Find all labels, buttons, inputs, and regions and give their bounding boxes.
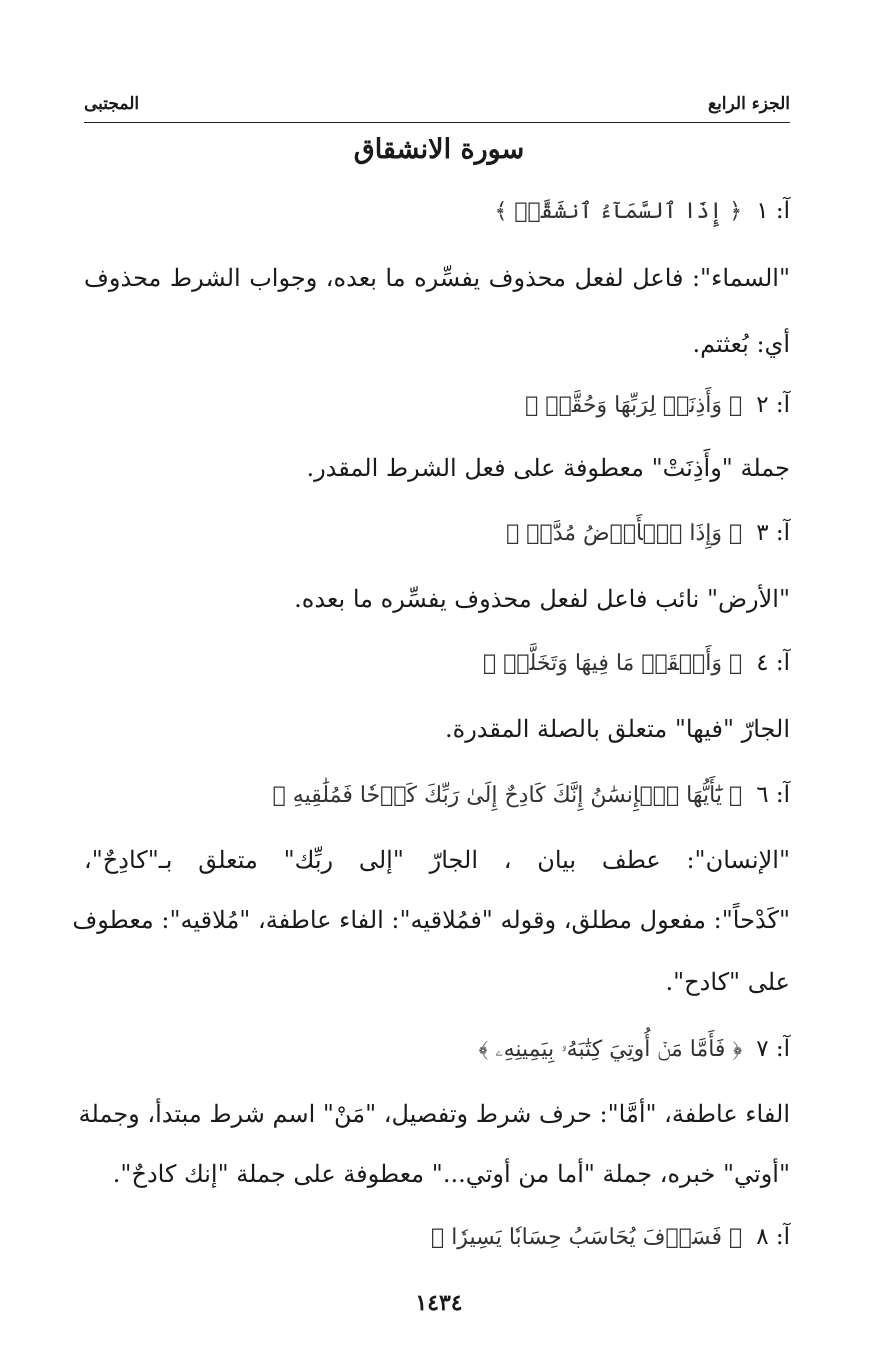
ayah-ref: آ: ٣ [756,520,790,546]
ayah-line-1 [84,198,790,224]
ayah-line-2 [84,392,790,418]
ayah-line-3 [84,520,790,546]
ayah-text: ﴿ إِذَا ٱلسَّمَآءُ ٱنشَقَّتۡ ﴾ [494,199,743,224]
text-line: على "كادح". [665,968,790,996]
running-header [84,92,790,123]
text-line: الفاء عاطفة، "أمَّا": حرف شرط وتفصيل، "مَنْ" اسم شرط مبتدأ، وجملة [78,1100,790,1128]
text-line: أي: بُعثتم. [692,330,790,358]
ayah-line-4 [84,650,790,676]
text-line: جملة "وأَذِنَتْ" معطوفة على فعل الشرط المقدر. [306,454,790,482]
ayah-line-7 [84,1036,790,1062]
text-line: "الإنسان": عطف بيان ، الجارّ "إلى ربِّك" متعلق بـ"كادِحٌ"، [84,846,790,874]
text-line: "أوتي" خبره، جملة "أما من أوتي..." معطوفة على جملة "إنك كادحٌ". [112,1160,790,1188]
ayah-line-8 [84,1224,790,1250]
ayah-line-6 [84,782,790,808]
ayah-text: ﴿ فَسَوۡفَ يُحَاسَبُ حِسَابٗا يَسِيرٗا ﴾ [431,1225,743,1250]
text-line: "السماء": فاعل لفعل محذوف يفسِّره ما بعده، وجواب الشرط محذوف [84,264,790,292]
ayah-text: ﴿ وَأَذِنَتۡ لِرَبِّهَا وَحُقَّتۡ ﴾ [525,393,743,418]
ayah-ref: آ: ٤ [756,650,790,676]
surah-title: سورة الانشقاق [353,134,525,165]
ayah-ref: آ: ١ [756,198,790,224]
ayah-ref: آ: ٧ [756,1036,790,1062]
ayah-text: ﴿ يَٰٓأَيُّهَا ٱلۡإِنسَٰنُ إِنَّكَ كَادِحٌ إِلَىٰ رَبِّكَ كَدۡحٗا فَمُلَٰقِيهِ ﴾ [272,783,743,808]
text-line: "كَدْحاً": مفعول مطلق، وقوله "فمُلاقيه": الفاء عاطفة، "مُلاقيه": معطوف [72,906,790,934]
header-part-label: الجزء الرابع [708,94,790,114]
ayah-text: ﴿ وَأَلۡقَتۡ مَا فِيهَا وَتَخَلَّتۡ ﴾ [483,651,743,676]
ayah-text: ﴿ فَأَمَّا مَنۡ أُوتِيَ كِتَٰبَهُۥ بِيَمِينِهِۦ ﴾ [478,1037,743,1062]
text-line: الجارّ "فيها" متعلق بالصلة المقدرة. [444,715,790,743]
ayah-ref: آ: ٢ [756,392,790,418]
text-line: "الأرض" نائب فاعل لفعل محذوف يفسِّره ما بعده. [294,585,790,613]
ayah-ref: آ: ٦ [756,782,790,808]
ayah-text: ﴿ وَإِذَا ٱلۡأَرۡضُ مُدَّتۡ ﴾ [506,521,743,546]
ayah-ref: آ: ٨ [756,1224,790,1250]
header-book-title: المجتبى [84,94,140,114]
page-number: ١٤٣٤ [415,1290,463,1316]
